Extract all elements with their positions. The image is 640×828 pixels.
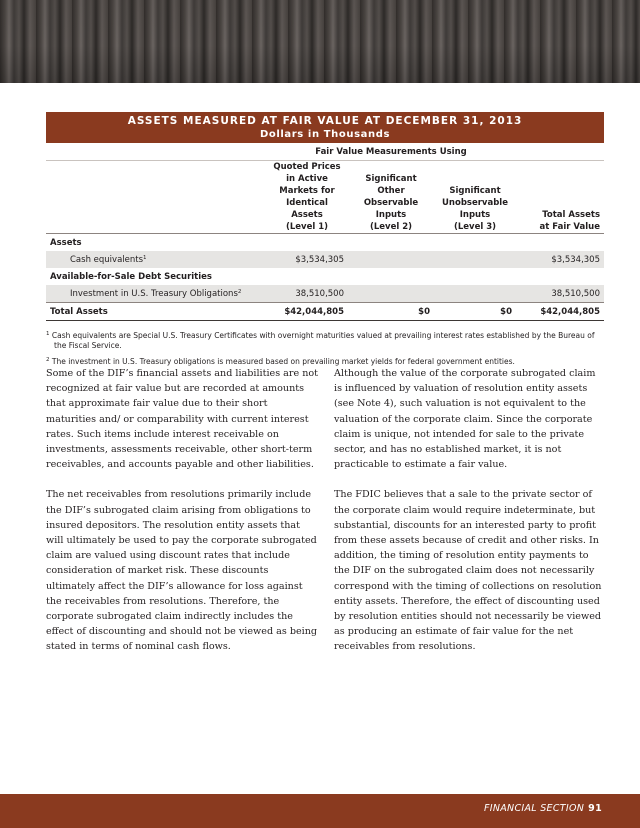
section-label: Available-for-Sale Debt Securities — [50, 271, 212, 282]
section-row-assets — [46, 234, 604, 252]
paragraph: Although the value of the corporate subrogated claim is influenced by valuation of resolution entity assets (see Note 4), such valuation is not equivalent to the valuation of the corporate claim. Since the corporate claim is unique, not intended for sale to the private sector, and has no established market, it is not practicable to estimate a fair value. — [334, 368, 596, 471]
section-row-afs — [46, 268, 604, 285]
table-row-total — [46, 303, 604, 321]
group-header-row — [46, 143, 604, 161]
page-footer — [0, 794, 640, 828]
footnote-ref: 1 — [143, 254, 147, 261]
cell-level1: 38,510,500 — [266, 285, 348, 303]
paragraph: The FDIC believes that a sale to the private sector of the corporate claim would require indeterminate, but substantial, discounts for an interested party to profit from these assets because of credit and other risks. In addition, the timing of resolution entity payments to the DIF on the subrogated claim does not necessarily correspond with the timing of collections on resolution entity assets. Therefore, the effect of discounting used by resolution entities should not necessarily be viewed as producing an estimate of fair value for the net receivables from resolutions. — [334, 489, 602, 653]
cell-level2 — [348, 251, 434, 268]
body-column-right — [334, 366, 606, 670]
col-header-level1: Quoted Prices in Active Markets for Identical Assets (Level 1) — [273, 162, 341, 232]
table-subtitle: Dollars in Thousands — [259, 129, 391, 140]
row-label: Investment in U.S. Treasury Obligations$^2$ — [46, 285, 266, 303]
cell-level1: $42,044,805 — [266, 303, 348, 321]
table-title-bar — [46, 112, 604, 143]
footer-label — [484, 803, 602, 814]
fair-value-table — [46, 112, 604, 373]
table-row-treasury — [46, 285, 604, 303]
body-column-left — [46, 366, 318, 670]
table-title: ASSETS MEASURED AT FAIR VALUE AT DECEMBER 31, 2013 — [127, 115, 523, 127]
table-row-cash — [46, 251, 604, 268]
cell-level3 — [434, 251, 516, 268]
cell-total: 38,510,500 — [516, 285, 604, 303]
group-header: Fair Value Measurements Using — [266, 143, 516, 161]
cell-total: $42,044,805 — [516, 303, 604, 321]
page-number: 91 — [588, 803, 602, 814]
paragraph: Some of the DIF’s financial assets and liabilities are not recognized at fair value but are recorded at amounts that approximate fair value due to their short maturities and/ or comparability with current interest rates. Such items include interest receivable on investments, assessments receivable, other short-term receivables, and accounts payable and other liabilities. — [46, 368, 319, 471]
section-name: FINANCIAL SECTION — [483, 803, 585, 814]
cell-level1: $3,534,305 — [266, 251, 348, 268]
cell-total: $3,534,305 — [516, 251, 604, 268]
section-label: Assets — [50, 237, 82, 248]
row-label: Total Assets — [46, 303, 266, 321]
fair-value-grid — [46, 143, 604, 321]
col-header-level2: Significant Other Observable Inputs (Level 2) — [363, 174, 419, 232]
footnote-1: $^1$ Cash equivalents are Special U.S. Treasury Certificates with overnight maturities valued at prevailing interest rates established by the Bureau of the Fiscal Service. — [46, 331, 595, 350]
cell-level2 — [348, 285, 434, 303]
column-header-row — [46, 161, 604, 234]
cell-level3 — [434, 285, 516, 303]
col-header-total: Total Assets at Fair Value — [539, 210, 600, 232]
footnote-2: $^2$ The investment in U.S. Treasury obligations is measured based on prevailing market yields for federal government entities. — [46, 357, 515, 366]
header-photo-banner — [0, 0, 640, 83]
col-header-level3: Significant Unobservable Inputs (Level 3) — [442, 186, 508, 232]
paragraph: The net receivables from resolutions primarily include the DIF’s subrogated claim arising from obligations to insured depositors. The resolution entity assets that will ultimately be used to pay the corporate subrogated claim are valued using discount rates that include consideration of market risk. These discounts ultimately affect the DIF’s allowance for loss against the receivables from resolutions. Therefore, the corporate subrogated claim indirectly includes the effect of discounting and should not be viewed as being stated in terms of nominal cash flows. — [46, 489, 318, 653]
table-footnotes — [46, 331, 604, 367]
cell-level2: $0 — [348, 303, 434, 321]
footnote-ref: 2 — [237, 288, 242, 295]
row-label: Cash equivalents$^1$ — [46, 251, 266, 268]
cell-level3: $0 — [434, 303, 516, 321]
